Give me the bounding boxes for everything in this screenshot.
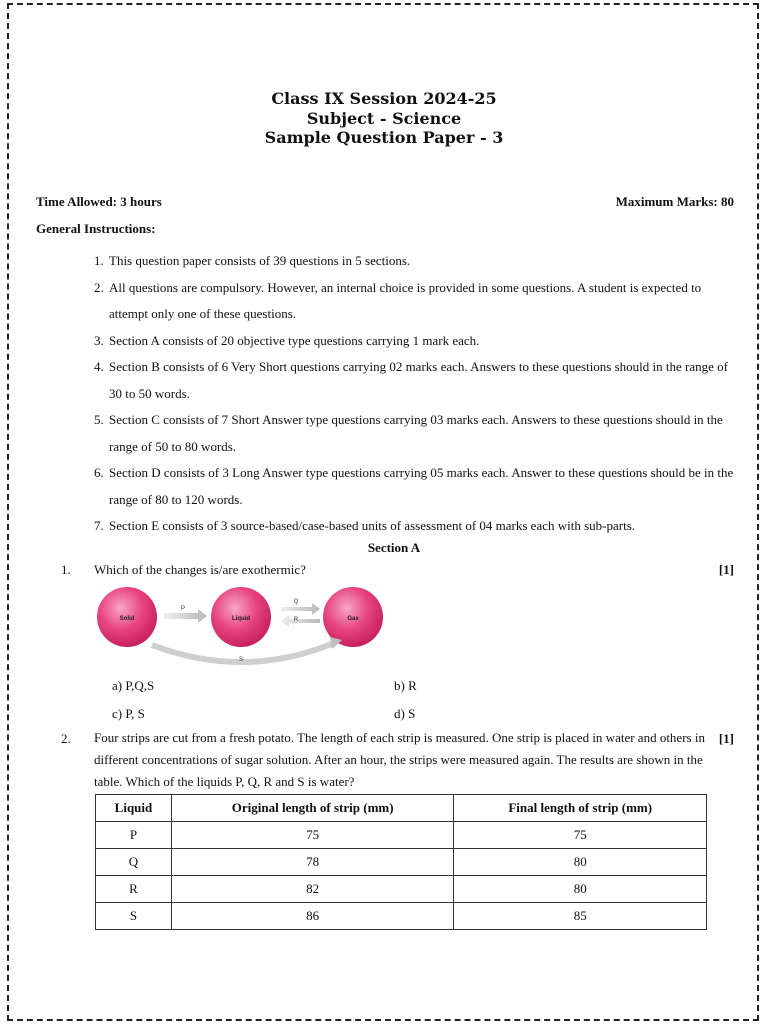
column-header: Liquid bbox=[96, 795, 172, 822]
table-cell: P bbox=[96, 822, 172, 849]
column-header: Final length of strip (mm) bbox=[454, 795, 707, 822]
table-header-row bbox=[96, 795, 707, 822]
instruction-number: 2. bbox=[94, 279, 104, 295]
question-text: Which of the changes is/are exothermic? bbox=[94, 562, 306, 577]
instructions-title: General Instructions: bbox=[36, 221, 156, 236]
section-a-heading: Section A bbox=[367, 540, 421, 555]
arrow-p bbox=[164, 609, 207, 623]
solid-label: Solid bbox=[119, 616, 135, 622]
instruction-number: 7. bbox=[94, 518, 104, 533]
q-label: Q bbox=[293, 599, 299, 605]
instruction-text: Section A consists of 20 objective type questions carrying 1 mark each. bbox=[109, 332, 480, 348]
instructions-list bbox=[94, 248, 739, 540]
class-session-title: Class IX Session 2024-25 bbox=[271, 89, 497, 108]
instruction-item bbox=[94, 460, 739, 513]
p-label: P bbox=[180, 606, 186, 612]
question-marks: [1] bbox=[718, 731, 734, 746]
paper-title: Sample Question Paper - 3 bbox=[264, 128, 504, 147]
question-text: Four strips are cut from a fresh potato. The length of each strip is measured. One strip is placed in water and others in different concentrations of sugar solution. After an hour, the strips were measured again. The results are shown in the table. Which of the liquids P, Q, R and S is water? bbox=[94, 730, 705, 789]
table-cell: Q bbox=[96, 849, 172, 876]
table-cell: 85 bbox=[454, 903, 707, 930]
instruction-number: 3. bbox=[94, 332, 104, 348]
states-of-matter-diagram bbox=[94, 585, 389, 667]
instruction-item bbox=[94, 275, 739, 328]
s-label: S bbox=[238, 657, 244, 663]
instruction-text: Section C consists of 7 Short Answer type questions carrying 03 marks each. Answers to these questions should in the range of 50 to 80 words. bbox=[109, 412, 723, 454]
instruction-text: Section E consists of 3 source-based/case-based units of assessment of 04 marks each with sub-parts. bbox=[109, 518, 636, 533]
arrow-q bbox=[281, 603, 320, 615]
instruction-item bbox=[94, 328, 739, 355]
option-c: c) P, S bbox=[112, 706, 145, 721]
table-cell: 80 bbox=[454, 876, 707, 903]
arrow-r bbox=[281, 615, 320, 627]
table-row bbox=[96, 822, 707, 849]
question-number: 2. bbox=[61, 731, 71, 746]
instruction-number: 6. bbox=[94, 465, 104, 480]
table-cell: 80 bbox=[454, 849, 707, 876]
r-label: R bbox=[293, 617, 299, 623]
table-cell: 82 bbox=[171, 876, 454, 903]
instruction-item bbox=[94, 354, 739, 407]
maximum-marks: Maximum Marks: 80 bbox=[615, 194, 734, 209]
potato-strip-table bbox=[95, 794, 707, 930]
instruction-text: All questions are compulsory. However, an internal choice is provided in some questions. A student is expected to attempt only one of these questions. bbox=[109, 279, 702, 321]
option-b: b) R bbox=[394, 678, 417, 693]
table-row bbox=[96, 876, 707, 903]
table-cell: 75 bbox=[454, 822, 707, 849]
instruction-text: Section B consists of 6 Very Short questions carrying 02 marks each. Answers to these questions should in the range of 30 to 50 words. bbox=[109, 359, 728, 401]
table-cell: 75 bbox=[171, 822, 454, 849]
question-marks: [1] bbox=[718, 562, 734, 577]
instruction-number: 1. bbox=[94, 253, 104, 268]
column-header: Original length of strip (mm) bbox=[171, 795, 454, 822]
liquid-label: Liquid bbox=[232, 616, 250, 622]
instruction-item bbox=[94, 513, 739, 540]
instruction-text: Section D consists of 3 Long Answer type questions carrying 05 marks each. Answer to these questions should be in the range of 80 to 120 words. bbox=[109, 465, 734, 507]
option-d: d) S bbox=[394, 706, 416, 721]
table-cell: S bbox=[96, 903, 172, 930]
subject-title: Subject - Science bbox=[306, 109, 462, 128]
instruction-item bbox=[94, 248, 739, 275]
table-cell: 86 bbox=[171, 903, 454, 930]
gas-label: Gas bbox=[347, 616, 359, 622]
question-number: 1. bbox=[61, 562, 71, 577]
instruction-number: 5. bbox=[94, 412, 104, 427]
instruction-text: This question paper consists of 39 questions in 5 sections. bbox=[109, 253, 411, 268]
option-a: a) P,Q,S bbox=[112, 678, 155, 693]
time-allowed: Time Allowed: 3 hours bbox=[36, 194, 162, 209]
table-cell: 78 bbox=[171, 849, 454, 876]
instruction-number: 4. bbox=[94, 359, 104, 374]
table-row bbox=[96, 849, 707, 876]
table-row bbox=[96, 903, 707, 930]
table-cell: R bbox=[96, 876, 172, 903]
instruction-item bbox=[94, 407, 739, 460]
